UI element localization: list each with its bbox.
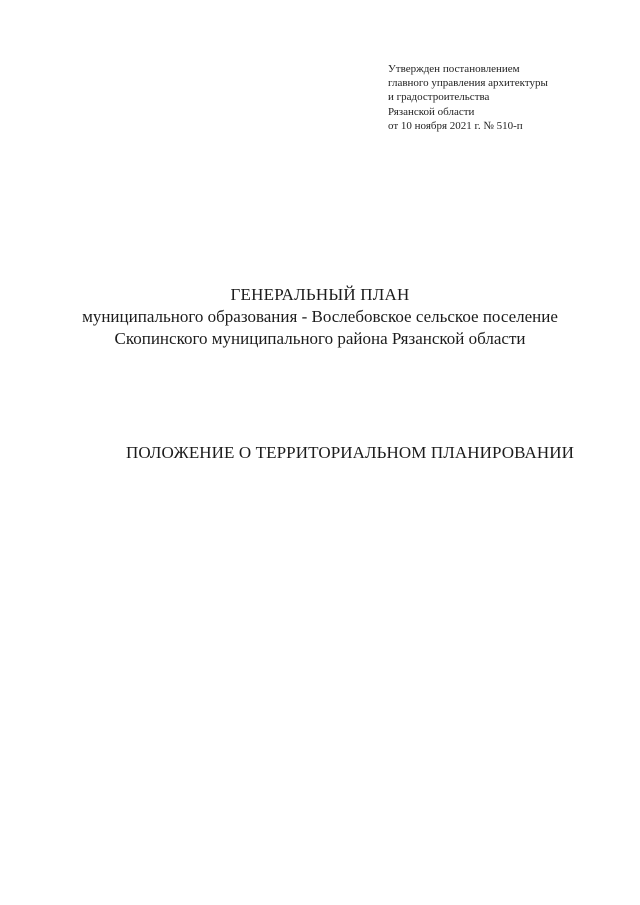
approval-line-4: Рязанской области <box>388 105 475 118</box>
approval-line-2: главного управления архитектуры <box>388 77 548 90</box>
document-title-block <box>0 284 640 350</box>
approval-line-5: от 10 ноября 2021 г. № 510-п <box>388 119 523 132</box>
section-heading: ПОЛОЖЕНИЕ О ТЕРРИТОРИАЛЬНОМ ПЛАНИРОВАНИИ <box>126 443 574 462</box>
document-title: ГЕНЕРАЛЬНЫЙ ПЛАН <box>230 285 410 304</box>
document-subtitle-line-1: муниципального образования - Вослебовское сельское поселение <box>82 307 558 326</box>
approval-stamp <box>388 62 618 133</box>
document-subtitle-line-2: Скопинского муниципального района Рязанской области <box>114 329 526 348</box>
approval-line-1: Утвержден постановлением <box>388 63 520 75</box>
approval-line-3: и градостроительства <box>388 91 490 104</box>
